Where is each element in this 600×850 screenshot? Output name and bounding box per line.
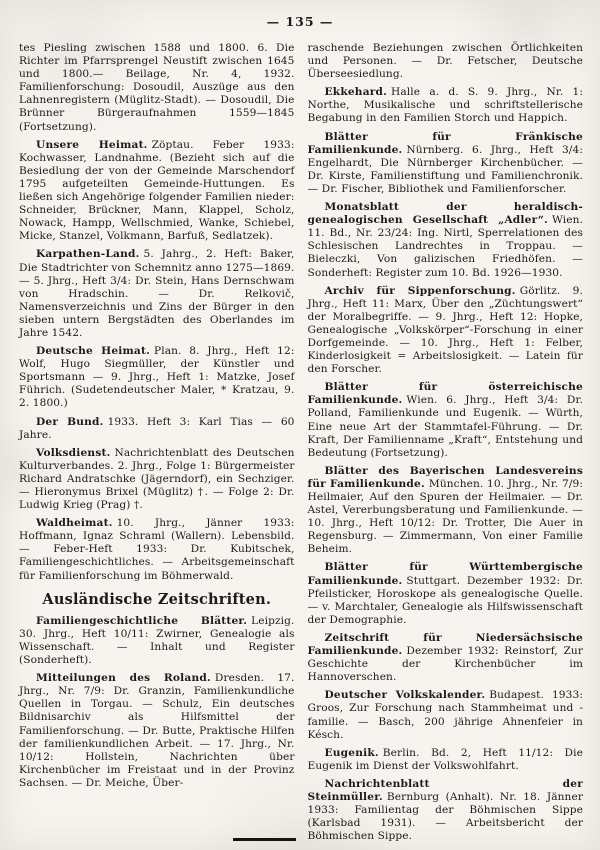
journal-title: Familiengeschichtliche Blätter. [36, 614, 248, 627]
journal-entry [19, 42, 295, 134]
entry-text: Bernburg (Anhalt). Nr. 18. Jänner 1933: Familientag der Böhmischen Sippe (Karlsbad 1931). — Arbeitsbericht der Böhmischen Sippe. [307, 790, 583, 843]
journal-title: Blätter des Bayerischen Landesvereins für Familienkunde. [307, 464, 583, 490]
entry-text: 5. Jahrg., 2. Heft: Baker, Die Stadtrichter von Schemnitz anno 1275—1869. — 5. Jhrg., Heft 3/4: Dr. Stein, Hans Dernschwam von Hradschin. — Dr. Relkovič, Namensverzeichnis und Zins der Bürger in den sieben untern Bergstädten des Oberlandes im Jahre 1542. [19, 248, 295, 339]
journal-entry [308, 689, 584, 741]
journal-title: Zeitschrift für Niedersächsische Familienkunde. [307, 631, 583, 658]
journal-entry [308, 131, 584, 196]
journal-entry [308, 285, 584, 377]
journal-entry [19, 248, 295, 340]
entry-text: Plan. 8. Jhrg., Heft 12: Wolf, Hugo Siegmüller, der Künstler und Sportsmann — 9. Jhrg., Heft 1: Matzke, Josef Führich. (Sudetendeutscher Maler, * Kratzau, 9. 2. 1800.) [19, 345, 295, 410]
journal-entry [308, 201, 584, 280]
page-number: — 135 — [266, 14, 334, 29]
end-divider [233, 838, 296, 841]
entry-text: 1933. Heft 3: Karl Tias — 60 Jahre. [19, 415, 295, 441]
journal-title: Monatsblatt der heraldisch-genealogischen Gesellschaft „Adler“. [307, 201, 583, 227]
journal-title: Ekkehard. [324, 86, 388, 99]
journal-title: Eugenik. [324, 746, 379, 759]
entry-text: Wien. 6. Jhrg., Heft 3/4: Dr. Polland, Familienkunde und Eugenik. — Würth, Eine neue Art der Stammtafel-Führung. — Dr. Kraft, Der Familienname „Kraft“, Entstehung und Bedeutung (Fortsetzung). [307, 394, 583, 459]
journal-entry [19, 416, 295, 442]
journal-title: Deutscher Volkskalender. [324, 689, 486, 702]
journal-entry [308, 86, 584, 125]
journal-entry [19, 517, 295, 582]
journal-title: Unsere Heimat. [36, 138, 148, 151]
entry-text: Budapest. 1933: Groos, Zur Forschung nach Stammheimat und -familie. — Basch, 200 jährige Ahnenfeier in Késch. [307, 689, 583, 741]
journal-entry [308, 747, 584, 773]
journal-title: Blätter für Fränkische Familienkunde. [307, 130, 583, 156]
entry-text: München. 10. Jhrg., Nr. 7/9: Heilmaier, Auf den Spuren der Heilmaier. — Dr. Astel, Vererbungsberatung und Familienkunde. — 10. Jhrg., Heft 10/12: Dr. Trotter, Die Auer in Regensburg. — Zimmermann, Von einer Familie Beheim. [307, 477, 583, 556]
entry-text: Zöptau. Feber 1933: Kochwasser, Landnahme. (Bezieht sich auf die Besiedlung der von der Gemeinde Marschendorf 1795 aufgeteilten Gemeinde-Huttungen. Es ließen sich Angehörige folgender Familien nieder: Schneider, Brückner, Mann, Klappel, Scholz, Nowack, Hampp, Wellschmied, Wanke, Schiebel, Micke, Stanzel, Volkmann, Barfuß, Sedlatzek). [19, 138, 295, 243]
text-columns [0, 42, 600, 848]
journal-entry [308, 42, 584, 81]
entry-text: Berlin. Bd. 2, Heft 11/12: Die Eugenik im Dienst der Volkswohlfahrt. [307, 746, 583, 772]
journal-title: Deutsche Heimat. [36, 345, 150, 358]
journal-title: Karpathen-Land. [36, 248, 140, 261]
journal-entry [19, 447, 295, 512]
entry-text: tes Piesling zwischen 1588 und 1800. 6. Die Richter im Pfarrsprengel Neustift zwischen 1645 und 1800.— Beilage, Nr. 4, 1932. Familienforschung: Dosoudil, Auszüge aus den Lahnenregistern (Müglitz-Stadt). — Dosoudil, Die Brünner Bürgeraufnahmen 1559—1845 (Fortsetzung). [19, 42, 295, 133]
journal-entry [308, 561, 584, 626]
entry-text: Nachrichtenblatt des Deutschen Kulturverbandes. 2. Jhrg., Folge 1: Bürgermeister Richard Andratschke (Jägerndorf), ein Sechziger. — Hieronymus Brixel (Müglitz) †. — Folge 2: Dr. Ludwig Krieg (Prag) †. [19, 446, 295, 512]
journal-entry [19, 672, 295, 790]
journal-title: Nachrichtenblatt der Steinmüller. [307, 777, 583, 803]
journal-title: Waldheimat. [36, 517, 113, 530]
journal-title: Archiv für Sippenforschung. [324, 284, 516, 297]
left-column [19, 42, 295, 848]
journal-entry [19, 345, 295, 410]
journal-entry [308, 632, 584, 684]
entry-text: Halle a. d. S. 9. Jhrg., Nr. 1: Northe, Musikalische und schriftstellerische Begabung in den Familien Storch und Happich. [307, 86, 583, 125]
entry-text: Leipzig. 30. Jhrg., Heft 10/11: Zwirner, Genealogie als Wissenschaft. — Inhalt und Register (Sonderheft). [19, 614, 295, 667]
entry-text: Nürnberg. 6. Jhrg., Heft 3/4: Engelhardt, Die Nürnberger Kirchenbücher. — Dr. Kirste, Familienstiftung und Familienchronik. — Dr. Fischer, Bibliothek und Familienforscher. [307, 143, 583, 195]
journal-entry [308, 778, 584, 843]
journal-title: Mitteilungen des Roland. [36, 672, 211, 685]
journal-title: Blätter für österreichische Familienkunde. [307, 381, 583, 407]
journal-entry [308, 381, 584, 460]
entry-text: 10. Jhrg., Jänner 1933: Hoffmann, Ignaz Schraml (Wallern). Lebensbild. — Feber-Heft 1933: Dr. Kubitschek, Familiengeschichtliches. — Arbeitsgemeinschaft für Familienforschung im Böhmerwald. [19, 517, 295, 582]
entry-text: Dresden. 17. Jhrg., Nr. 7/9: Dr. Granzin, Familienkundliche Quellen in Torgau. — Schulz, Ein deutsches Bildnisarchiv als Hilfsmittel der Familienforschung. — Dr. Butte, Praktische Hilfen der familienkundlichen Arbeit. — 17. Jhrg., Nr. 10/12: Hollstein, Nachrichten über Kirchenbücher im Freistaat und in der Provinz Sachsen. — Dr. Meiche, Über- [19, 672, 295, 789]
journal-title: Blätter für Württembergische Familienkunde. [307, 561, 583, 587]
journal-entry [308, 465, 584, 557]
entry-text: Dezember 1932: Reinstorf, Zur Geschichte der Kirchenbücher im Hannoverschen. [307, 645, 583, 684]
journal-title: Volksdienst. [36, 446, 111, 459]
entry-text: raschende Beziehungen zwischen Örtlichkeiten und Personen. — Dr. Fetscher, Deutsche Überseesiedlung. [307, 42, 583, 81]
section-heading: Ausländische Zeitschriften. [42, 590, 272, 608]
entry-text: Görlitz. 9. Jhrg., Heft 11: Marx, Über den „Züchtungswert“ der Moralbegriffe. — 9. Jhrg., Heft 12: Hopke, Genealogische „Volkskörper“-Forschung in einer Dorfgemeinde. — 10. Jhrg., Heft 1: Felber, Kinderlosigkeit = Arbeitslosigkeit. — Latein für den Forscher. [307, 284, 583, 376]
right-column [308, 42, 584, 848]
journal-title: Der Bund. [36, 415, 104, 428]
journal-entry [19, 615, 295, 667]
entry-text: Stuttgart. Dezember 1932: Dr. Pfeilsticker, Horoskope als genealogische Quelle. — v. Marchtaler, Genealogie als Hilfswissenschaft der Demographie. [307, 574, 583, 626]
journal-entry [19, 139, 295, 244]
entry-text: Wien. 11. Bd., Nr. 23/24: Ing. Nirtl, Sperrelationen des Schlesischen Landrechtes in Troppau. — Bieleczki, Von galizischen Friedhöfen. — Sonderheft: Register zum 10. Bd. 1926—1930. [307, 214, 583, 279]
